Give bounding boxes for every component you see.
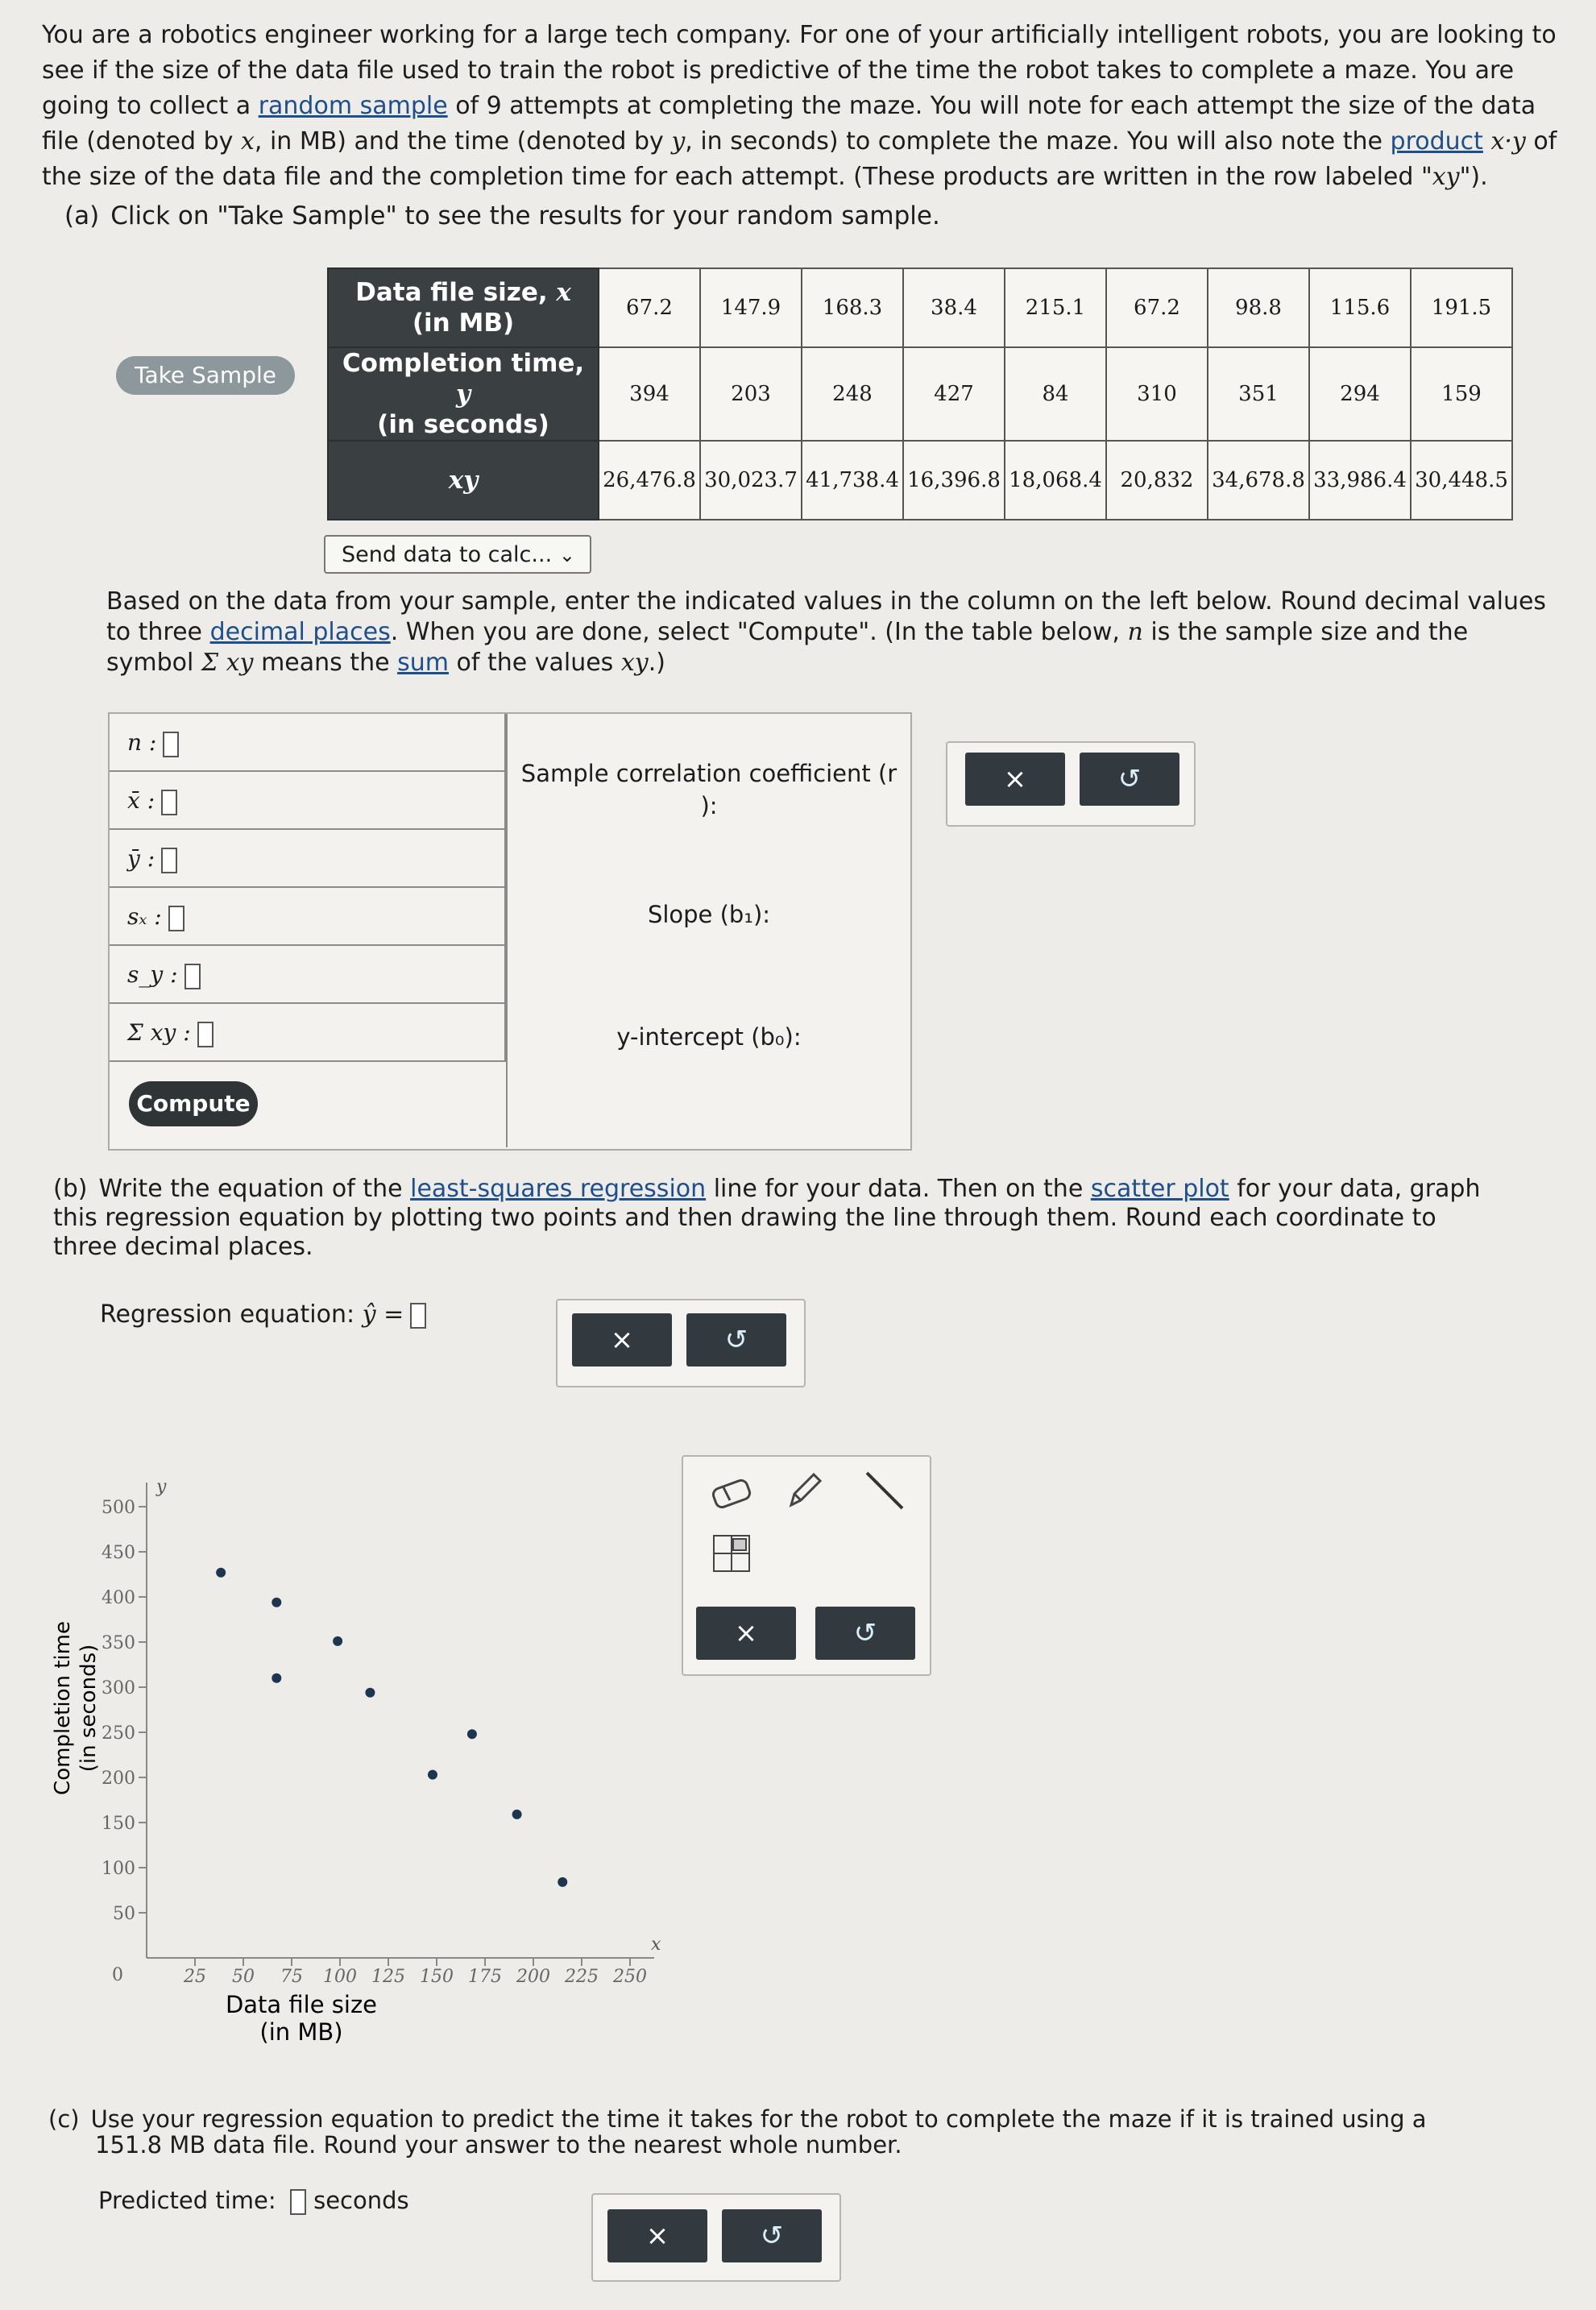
x-tick-label: 200 bbox=[516, 1967, 550, 1987]
y-tick-label: 350 bbox=[102, 1633, 135, 1653]
cell-xy: 18,068.4 bbox=[1005, 441, 1106, 520]
entry-row-sy bbox=[110, 946, 506, 1004]
y-tick-label: 250 bbox=[102, 1723, 135, 1744]
header-text: (in seconds) bbox=[377, 410, 549, 439]
label-sumxy: Σ xy : bbox=[127, 1019, 191, 1046]
part-b-text: for your data, graph this regression equation by plotting two points and then drawing the line through them. Round each coordinate to three decimal places. bbox=[53, 1175, 1481, 1261]
problem-intro bbox=[42, 18, 1573, 195]
x-axis-title: Data file size bbox=[225, 1991, 378, 2018]
y-axis-title-units: (in seconds) bbox=[77, 1644, 101, 1773]
instr-text: is the sample size and the symbol bbox=[106, 618, 1469, 677]
y-tick-label: 100 bbox=[102, 1859, 135, 1879]
input-n[interactable] bbox=[163, 732, 179, 757]
x-tick-label: 25 bbox=[184, 1967, 206, 1987]
undo-button[interactable] bbox=[722, 2209, 822, 2262]
cell-y: 310 bbox=[1106, 347, 1208, 441]
part-b-controls bbox=[556, 1299, 806, 1387]
slope-label: Slope (b₁): bbox=[647, 901, 771, 928]
x-tick-label: 175 bbox=[468, 1967, 502, 1987]
part-label: (a) bbox=[64, 201, 100, 230]
cell-xy: 30,023.7 bbox=[700, 441, 802, 520]
sample-data-table bbox=[327, 267, 1513, 520]
label-xbar: x̄ : bbox=[127, 787, 155, 814]
part-b-text: Write the equation of the bbox=[98, 1175, 403, 1203]
undo-button[interactable] bbox=[815, 1607, 915, 1660]
predicted-time-input[interactable] bbox=[290, 2189, 306, 2215]
header-text: Completion time, bbox=[342, 349, 585, 378]
cell-x: 168.3 bbox=[802, 268, 903, 347]
var-x: x bbox=[556, 278, 571, 307]
clear-button[interactable] bbox=[607, 2209, 707, 2262]
cell-xy: 26,476.8 bbox=[599, 441, 700, 520]
var-xy: xy bbox=[1432, 163, 1460, 191]
cell-y: 84 bbox=[1005, 347, 1106, 441]
line-tool-icon[interactable] bbox=[860, 1466, 909, 1515]
x-tick-label: 225 bbox=[565, 1967, 599, 1987]
cell-y: 394 bbox=[599, 347, 700, 441]
label-n: n : bbox=[127, 729, 157, 756]
data-point bbox=[216, 1568, 226, 1578]
undo-icon: ↺ bbox=[760, 2220, 784, 2252]
label-sy: s_y : bbox=[127, 961, 178, 988]
x-tick-label: 125 bbox=[371, 1967, 405, 1987]
cell-y: 294 bbox=[1309, 347, 1411, 441]
predicted-time bbox=[98, 2187, 409, 2215]
graph-tools-panel bbox=[682, 1455, 931, 1676]
predicted-label: Predicted time: bbox=[98, 2187, 276, 2214]
close-icon: × bbox=[610, 1324, 634, 1356]
origin-label: 0 bbox=[112, 1965, 123, 1985]
cell-x: 115.6 bbox=[1309, 268, 1411, 347]
statistics-entry-panel bbox=[108, 712, 912, 1151]
link-sum[interactable]: sum bbox=[397, 649, 449, 677]
take-sample-button[interactable]: Take Sample bbox=[116, 356, 295, 395]
header-text: (in MB) bbox=[412, 309, 515, 338]
pencil-icon[interactable] bbox=[780, 1466, 828, 1515]
y-axis-title: Completion time bbox=[51, 1621, 75, 1795]
cell-xy: 41,738.4 bbox=[802, 441, 903, 520]
row-header-xy: xy bbox=[328, 441, 599, 520]
part-label: (b) bbox=[53, 1175, 88, 1203]
y-tick-label: 450 bbox=[102, 1543, 135, 1563]
instr-text: of the values bbox=[456, 649, 614, 677]
undo-icon: ↺ bbox=[1117, 763, 1142, 795]
entry-row-xbar bbox=[110, 772, 506, 830]
x-tick-label: 150 bbox=[420, 1967, 454, 1987]
clear-button[interactable] bbox=[572, 1313, 672, 1367]
cell-xy: 30,448.5 bbox=[1411, 441, 1512, 520]
cell-y: 351 bbox=[1208, 347, 1309, 441]
part-a-heading bbox=[64, 200, 940, 232]
part-a-controls bbox=[946, 741, 1196, 827]
data-point bbox=[512, 1810, 522, 1819]
row-header-y bbox=[328, 347, 599, 441]
cell-x: 38.4 bbox=[903, 268, 1005, 347]
part-b-text: line for your data. Then on the bbox=[713, 1175, 1084, 1203]
send-data-dropdown[interactable] bbox=[324, 535, 591, 574]
part-c-heading bbox=[48, 2106, 1547, 2158]
input-sx[interactable] bbox=[168, 906, 184, 931]
x-tick-label: 50 bbox=[232, 1967, 255, 1987]
corr-text: ): bbox=[700, 792, 718, 819]
table-row bbox=[328, 347, 1512, 441]
link-random-sample[interactable]: random sample bbox=[258, 92, 448, 120]
instr-text: .) bbox=[648, 649, 665, 677]
cell-y: 248 bbox=[802, 347, 903, 441]
undo-button[interactable] bbox=[1080, 753, 1179, 806]
cell-x: 67.2 bbox=[1106, 268, 1208, 347]
input-sy[interactable] bbox=[184, 964, 201, 989]
cell-y: 427 bbox=[903, 347, 1005, 441]
y-var-label: y bbox=[156, 1477, 167, 1497]
y-tick-label: 200 bbox=[102, 1769, 135, 1789]
y-tick-label: 400 bbox=[102, 1588, 135, 1608]
send-data-label: Send data to calc... bbox=[342, 542, 553, 567]
cell-x: 215.1 bbox=[1005, 268, 1106, 347]
chevron-down-icon: ⌄ bbox=[558, 544, 575, 566]
intro-text: of 9 attempts at completing the maze. You will note for each attempt the size of the data file (denoted by bbox=[42, 92, 1536, 156]
data-point bbox=[272, 1598, 281, 1607]
entry-row-sumxy bbox=[110, 1004, 506, 1062]
corr-label bbox=[514, 757, 904, 822]
regression-input[interactable] bbox=[410, 1303, 426, 1329]
scatter-plot[interactable] bbox=[40, 1442, 669, 2055]
cell-y: 159 bbox=[1411, 347, 1512, 441]
intro-text: , in MB) and the time (denoted by bbox=[254, 127, 664, 156]
instr-text: . When you are done, select "Compute". (In the table below, bbox=[390, 618, 1120, 646]
regression-equation bbox=[100, 1300, 426, 1329]
var-xy: x·y bbox=[1490, 127, 1526, 156]
seconds-label: seconds bbox=[313, 2187, 409, 2214]
close-icon: × bbox=[1003, 763, 1027, 795]
var-y: y bbox=[671, 127, 686, 156]
y-tick-label: 50 bbox=[113, 1904, 135, 1924]
part-a-text: Click on "Take Sample" to see the results for your random sample. bbox=[110, 201, 940, 230]
part-c-text: 151.8 MB data file. Round your answer to the nearest whole number. bbox=[95, 2131, 902, 2159]
x-axis-title-units: (in MB) bbox=[259, 2018, 343, 2046]
regression-label: Regression equation: bbox=[100, 1300, 355, 1329]
link-scatter-plot[interactable]: scatter plot bbox=[1090, 1175, 1229, 1203]
entry-inputs bbox=[110, 714, 506, 1117]
instr-text: means the bbox=[261, 649, 390, 677]
undo-button[interactable] bbox=[686, 1313, 786, 1367]
table-row bbox=[328, 268, 1512, 347]
cell-x: 191.5 bbox=[1411, 268, 1512, 347]
cell-x: 98.8 bbox=[1208, 268, 1309, 347]
part-c-controls bbox=[591, 2193, 841, 2282]
undo-icon: ↺ bbox=[724, 1324, 748, 1356]
data-point bbox=[365, 1688, 375, 1698]
entry-row-n bbox=[110, 714, 506, 772]
var-x: x bbox=[240, 127, 255, 156]
undo-icon: ↺ bbox=[853, 1617, 877, 1649]
y-tick-label: 300 bbox=[102, 1678, 135, 1698]
header-text: Data file size, bbox=[355, 278, 548, 307]
clear-button[interactable] bbox=[696, 1607, 796, 1660]
cell-xy: 20,832 bbox=[1106, 441, 1208, 520]
clear-button[interactable] bbox=[965, 753, 1065, 806]
cell-xy: 33,986.4 bbox=[1309, 441, 1411, 520]
compute-button[interactable]: Compute bbox=[129, 1081, 258, 1126]
cell-xy: 16,396.8 bbox=[903, 441, 1005, 520]
y-tick-label: 150 bbox=[102, 1814, 135, 1834]
intro-text: of the size of the data file and the completion time for each attempt. (These products are written in the row labeled " bbox=[42, 127, 1557, 191]
data-point bbox=[272, 1673, 281, 1683]
cell-x: 147.9 bbox=[700, 268, 802, 347]
data-point bbox=[333, 1636, 342, 1646]
input-sumxy[interactable] bbox=[197, 1022, 213, 1047]
data-point bbox=[558, 1877, 567, 1887]
y-tick-label: 500 bbox=[102, 1498, 135, 1518]
label-ybar: ȳ : bbox=[127, 845, 155, 872]
grid-tool-icon[interactable] bbox=[707, 1529, 756, 1578]
cell-xy: 34,678.8 bbox=[1208, 441, 1309, 520]
intercept-label: y-intercept (b₀): bbox=[616, 1023, 802, 1051]
var-y: y bbox=[455, 379, 471, 409]
intro-text: , in seconds) to complete the maze. You will also note the bbox=[685, 127, 1383, 156]
instructions bbox=[106, 587, 1557, 678]
x-var-label: x bbox=[651, 1935, 661, 1955]
close-icon: × bbox=[645, 2220, 669, 2252]
sigma-xy: Σ xy bbox=[201, 649, 254, 677]
instr-text: Based on the data from your sample, enter the indicated values in the column on the left below. Round decimal values to three bbox=[106, 587, 1547, 646]
label-sx: sₓ : bbox=[127, 903, 162, 930]
intro-text: You are a robotics engineer working for a large tech company. For one of your artificially intelligent robots, you are looking to see if the size of the data file used to train the robot is predictive of the time the robot takes to complete a maze. You are going to collect a bbox=[42, 21, 1557, 120]
link-decimal-places[interactable]: decimal places bbox=[209, 618, 391, 646]
cell-x: 67.2 bbox=[599, 268, 700, 347]
entry-row-sx bbox=[110, 888, 506, 946]
eraser-icon[interactable] bbox=[707, 1470, 756, 1518]
var-n: n bbox=[1127, 618, 1143, 646]
part-b-heading bbox=[53, 1175, 1503, 1262]
row-header-x bbox=[328, 268, 599, 347]
x-tick-label: 250 bbox=[613, 1967, 647, 1987]
computed-results bbox=[506, 714, 910, 1147]
close-icon: × bbox=[734, 1617, 758, 1649]
x-tick-label: 100 bbox=[323, 1967, 357, 1987]
input-ybar[interactable] bbox=[161, 848, 177, 873]
cell-y: 203 bbox=[700, 347, 802, 441]
part-label: (c) bbox=[48, 2105, 80, 2133]
corr-text: Sample correlation coefficient (r bbox=[520, 760, 897, 787]
table-row bbox=[328, 441, 1512, 520]
var-xy: xy bbox=[620, 649, 649, 677]
part-c-text: Use your regression equation to predict the time it takes for the robot to complete the maze if it is trained using a bbox=[90, 2105, 1427, 2133]
yhat-symbol: ŷ = bbox=[362, 1300, 404, 1329]
input-xbar[interactable] bbox=[161, 790, 177, 815]
link-product[interactable]: product bbox=[1390, 127, 1483, 156]
x-tick-label: 75 bbox=[280, 1967, 303, 1987]
intro-text: "). bbox=[1459, 163, 1488, 191]
data-point bbox=[428, 1770, 437, 1780]
data-point bbox=[467, 1729, 477, 1739]
entry-row-ybar bbox=[110, 830, 506, 888]
link-least-squares-regression[interactable]: least-squares regression bbox=[410, 1175, 707, 1203]
